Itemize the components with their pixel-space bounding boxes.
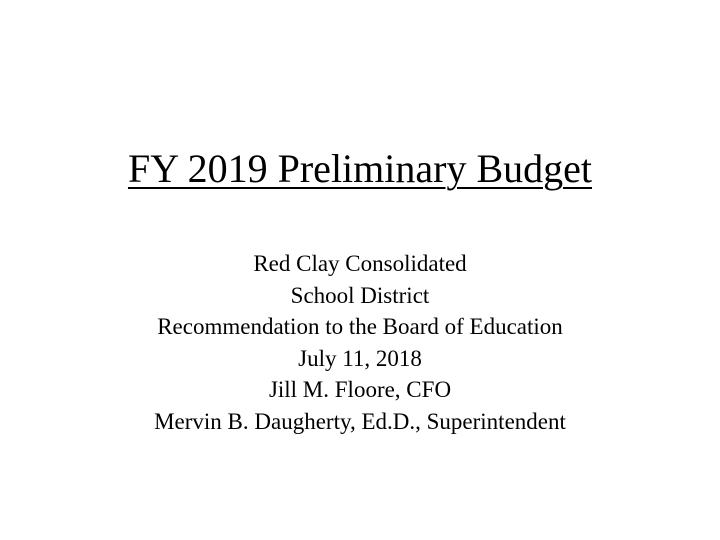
subtitle-line-superintendent: Mervin B. Daugherty, Ed.D., Superintendent: [154, 408, 566, 434]
slide-title: FY 2019 Preliminary Budget: [127, 146, 593, 191]
subtitle-line-cfo: Jill M. Floore, CFO: [268, 377, 452, 403]
subtitle-line-organization: Red Clay Consolidated: [253, 251, 467, 276]
slide-subtitle: [0, 248, 720, 438]
subtitle-line-date: July 11, 2018: [298, 345, 422, 371]
subtitle-line-recommendation: Recommendation to the Board of Education: [157, 314, 563, 340]
subtitle-line-district: School District: [290, 282, 430, 308]
